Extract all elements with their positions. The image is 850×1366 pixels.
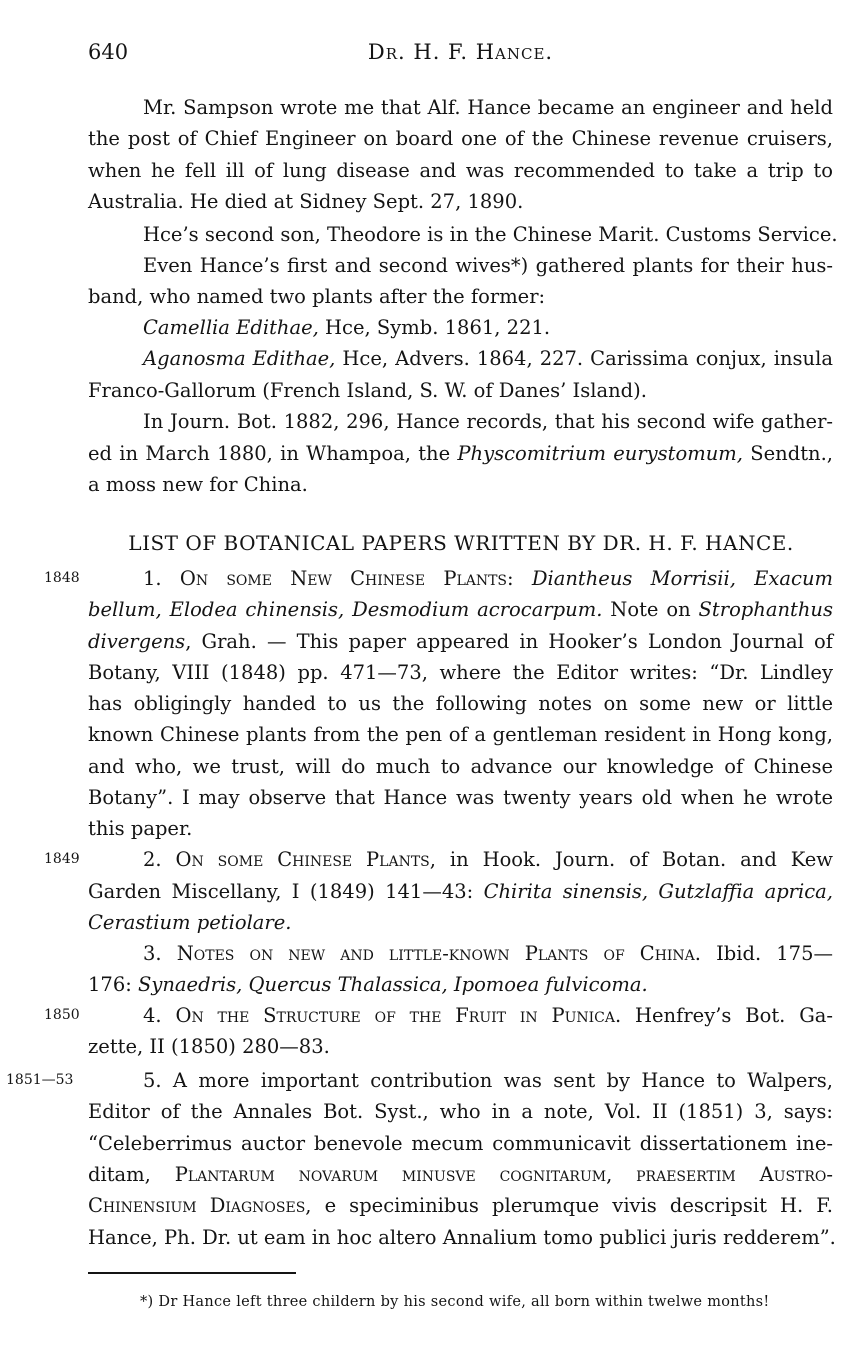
text-line xyxy=(88,1190,833,1221)
text-span: Garden Miscellany, I (1849) 141—43: xyxy=(88,880,484,903)
text-line: Mr. Sampson wrote me that Alf. Hance became an engineer and held xyxy=(143,96,833,119)
margin-year: 1851—53 xyxy=(6,1072,74,1088)
text-line xyxy=(143,343,833,374)
footnote-rule xyxy=(88,1272,296,1274)
text-line: band, who named two plants after the former: xyxy=(88,285,546,308)
text-line xyxy=(143,312,833,343)
text-line: In Journ. Bot. 1882, 296, Hance records, that his second wife gather- xyxy=(143,410,833,433)
text-line: zette, II (1850) 280—83. xyxy=(88,1035,330,1058)
text-line xyxy=(88,626,833,657)
species-name: Diantheus Morrisii, Exacum xyxy=(513,567,834,590)
text-line xyxy=(88,876,833,907)
text-line xyxy=(88,907,833,938)
species-name: bellum, Elodea chinensis, Desmodium acrocarpum. xyxy=(88,598,603,621)
paper-title: Notes on new and little-known Plants of China. xyxy=(176,942,701,965)
text-line: Hce’s second son, Theodore is in the Chinese Marit. Customs Service. xyxy=(143,223,838,246)
text-span: Ibid. 175— xyxy=(701,942,833,965)
text-line xyxy=(143,938,833,969)
running-head: Dr. H. F. Hance. xyxy=(367,40,554,64)
text-line: Even Hance’s first and second wives*) gathered plants for their hus- xyxy=(143,254,833,277)
species-name: Synaedris, Quercus Thalassica, Ipomoea fulvicoma. xyxy=(138,973,648,996)
text-span: Sendtn., xyxy=(743,442,834,465)
text-span: ed in March 1880, in Whampoa, the xyxy=(88,442,458,465)
item-number: 3. xyxy=(143,942,177,965)
text-line: Botany”. I may observe that Hance was twenty years old when he wrote xyxy=(88,786,833,809)
text-line: has obligingly handed to us the following notes on some new or little xyxy=(88,692,833,715)
margin-year: 1848 xyxy=(44,570,80,586)
text-line xyxy=(88,969,833,1000)
text-line: Editor of the Annales Bot. Syst., who in a note, Vol. II (1851) 3, says: xyxy=(88,1100,833,1123)
text-line: “Celeberrimus auctor benevole mecum communicavit dissertationem ine- xyxy=(88,1132,833,1155)
text-line: Botany, VIII (1848) pp. 471—73, where the Editor writes: “Dr. Lindley xyxy=(88,661,833,684)
species-name: Chirita sinensis, Gutzlaffia aprica, xyxy=(483,880,833,903)
text-line: Franco-Gallorum (French Island, S. W. of Danes’ Island). xyxy=(88,379,647,402)
paper-title: On the Structure of the Fruit in Punica. xyxy=(175,1004,622,1027)
text-line xyxy=(88,594,833,625)
paper-title: On some Chinese Plants, xyxy=(175,848,436,871)
text-line: this paper. xyxy=(88,817,193,840)
species-name: Camellia Edithae, xyxy=(143,316,319,339)
paper-title: On some New Chinese Plants: xyxy=(179,567,514,590)
item-number: 4. xyxy=(143,1004,176,1027)
text-line xyxy=(143,844,833,875)
item-number: 1. xyxy=(143,567,180,590)
species-name: Cerastium petiolare. xyxy=(88,911,292,934)
latin-title: Plantarum novarum minusve cognitarum, praesertim Austro- xyxy=(174,1163,833,1186)
text-span: Henfrey’s Bot. Ga- xyxy=(621,1004,833,1027)
text-line: Australia. He died at Sidney Sept. 27, 1890. xyxy=(88,190,524,213)
latin-title: Chinensium Diagnoses, xyxy=(88,1194,312,1217)
text-span: in Hook. Journ. of Botan. and Kew xyxy=(435,848,833,871)
page-number: 640 xyxy=(88,40,129,64)
text-line xyxy=(143,1000,833,1031)
text-line: 5. A more important contribution was sent by Hance to Walpers, xyxy=(143,1069,833,1092)
margin-year: 1850 xyxy=(44,1007,80,1023)
text-span: Note on xyxy=(602,598,699,621)
page-header xyxy=(88,40,833,72)
footnote: *) Dr Hance left three childern by his second wife, all born within twelwe months! xyxy=(140,1294,770,1310)
text-line: a moss new for China. xyxy=(88,473,308,496)
text-span: e speciminibus plerumque vivis descripsit H. F. xyxy=(311,1194,833,1217)
item-number: 2. xyxy=(143,848,176,871)
text-line xyxy=(88,1159,833,1190)
text-line: when he fell ill of lung disease and was recommended to take a trip to xyxy=(88,159,833,182)
text-line xyxy=(143,563,833,594)
text-span: 176: xyxy=(88,973,138,996)
section-heading: LIST OF BOTANICAL PAPERS WRITTEN BY DR. H. F. HANCE. xyxy=(128,531,794,555)
text-line: Hance, Ph. Dr. ut eam in hoc altero Annalium tomo publici juris redderem”. xyxy=(88,1226,836,1249)
text-span: Hce, Symb. 1861, 221. xyxy=(318,316,551,339)
species-name: Aganosma Edithae, xyxy=(143,347,336,370)
text-line: and who, we trust, will do much to advance our knowledge of Chinese xyxy=(88,755,833,778)
species-name: Strophanthus xyxy=(698,598,833,621)
margin-year: 1849 xyxy=(44,851,80,867)
text-line: known Chinese plants from the pen of a gentleman resident in Hong kong, xyxy=(88,723,833,746)
text-span: , Grah. — This paper appeared in Hooker’s London Journal of xyxy=(185,630,833,653)
text-span: Hce, Advers. 1864, 227. Carissima conjux, insula xyxy=(335,347,833,370)
text-line xyxy=(88,438,833,469)
text-span: ditam, xyxy=(88,1163,175,1186)
species-name: Physcomitrium eurystomum, xyxy=(457,442,743,465)
species-name: divergens xyxy=(88,630,186,653)
text-line: the post of Chief Engineer on board one of the Chinese revenue cruisers, xyxy=(88,127,833,150)
